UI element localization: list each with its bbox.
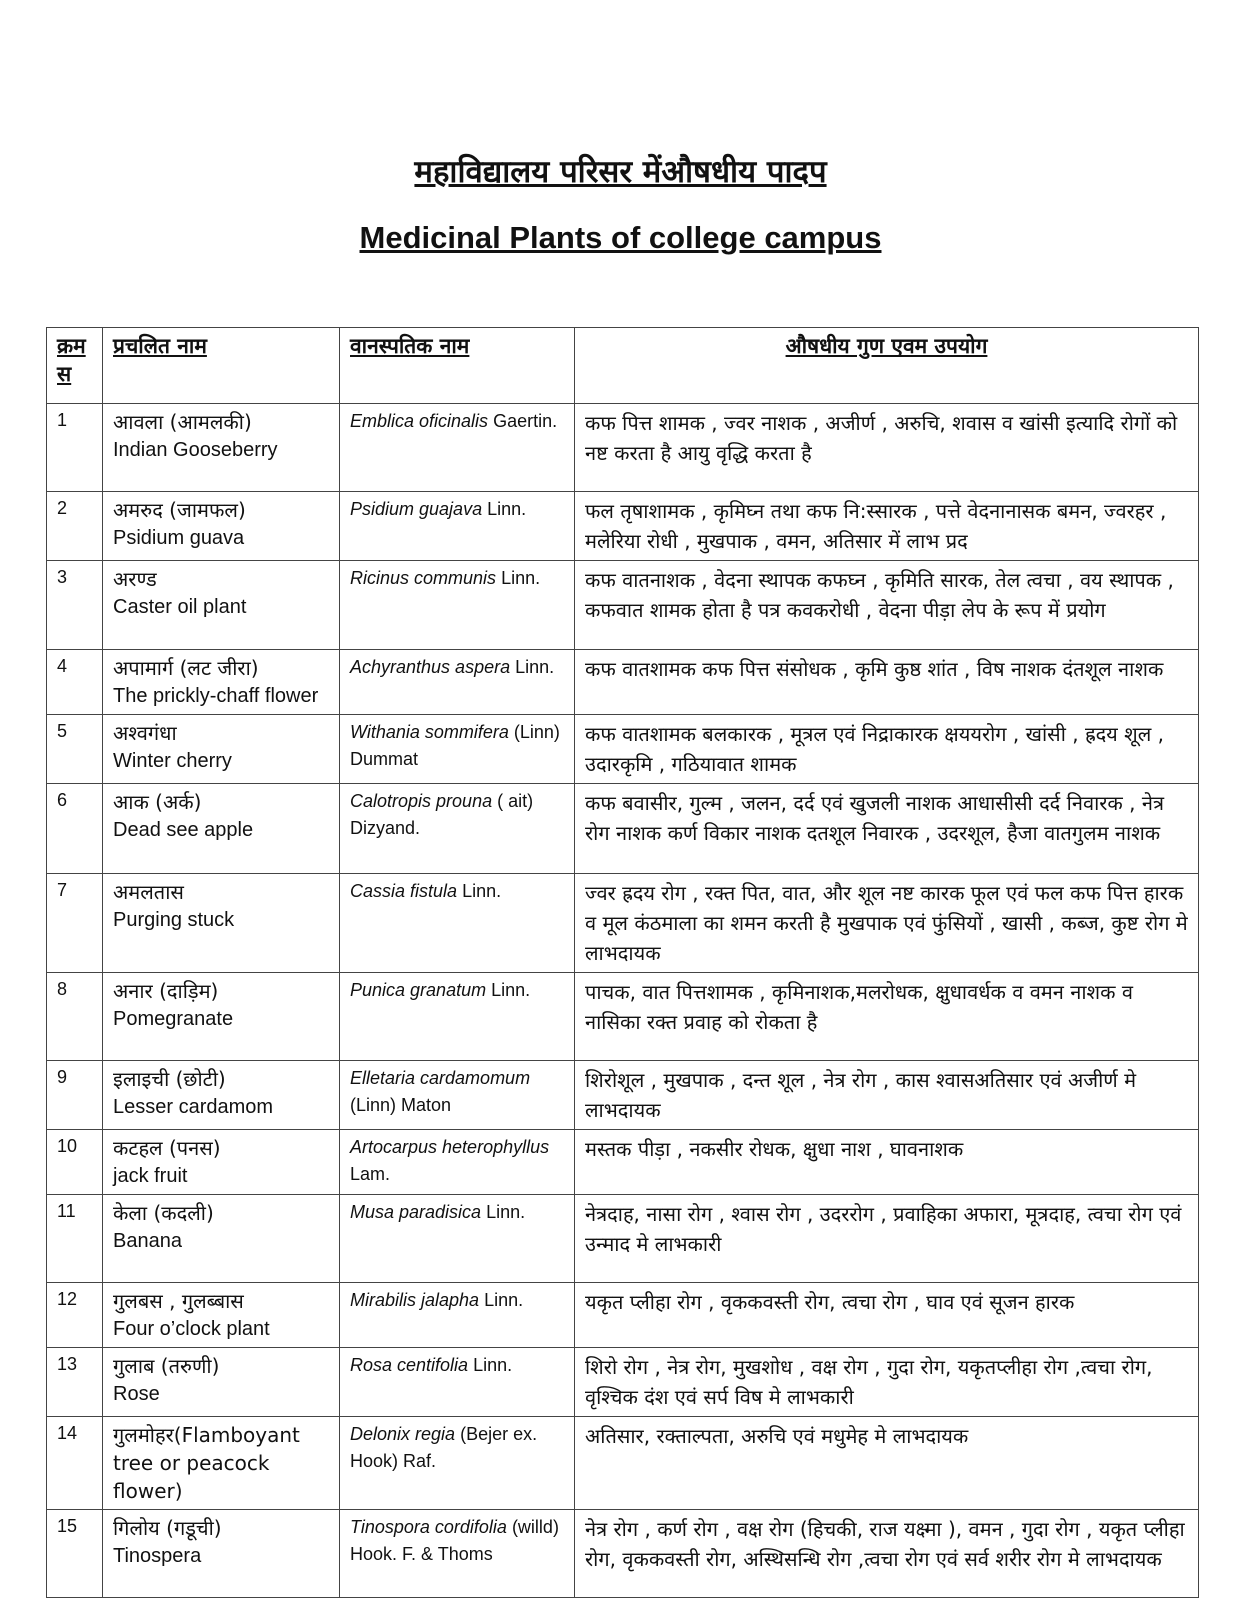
serial-number: 9 <box>47 1061 103 1130</box>
botanical-species: Achyranthus aspera <box>350 657 511 677</box>
medicinal-uses: नेत्र रोग , कर्ण रोग , वक्ष रोग (हिचकी, राज यक्ष्मा ), वमन , गुदा रोग , यकृत प्लीहा रोग, वृककवस्ती रोग, अस्थिसन्धि रोग ,त्वचा रोग एवं सर्व शरीर रोग मे लाभदायक <box>575 1510 1199 1598</box>
common-name-english: Dead see apple <box>113 819 254 841</box>
medicinal-uses: यकृत प्लीहा रोग , वृककवस्ती रोग, त्वचा रोग , घाव एवं सूजन हारक <box>575 1283 1199 1348</box>
common-name-english: Caster oil plant <box>113 596 247 618</box>
medicinal-uses: कफ बवासीर, गुल्म , जलन, दर्द एवं खुजली नाशक आधासीसी दर्द निवारक , नेत्र रोग नाशक कर्ण विकार नाशक दतशूल निवारक , उदरशूल, हैजा वातगुलम नाशक <box>575 784 1199 874</box>
common-name-hindi: अमलतास <box>113 880 184 904</box>
botanical-authority: ( ait) Dizyand. <box>350 791 534 838</box>
botanical-authority: Lam. <box>350 1164 391 1184</box>
botanical-name-cell <box>340 1283 575 1348</box>
common-name-hindi: अश्वगंधा <box>113 721 177 745</box>
common-name-hindi: कटहल (पनस) <box>113 1136 221 1160</box>
botanical-species: Calotropis prouna <box>350 791 493 811</box>
medicinal-plants-table <box>46 327 1199 1598</box>
common-name-cell <box>103 1195 340 1283</box>
table-row <box>47 784 1199 874</box>
botanical-name-cell <box>340 1510 575 1598</box>
common-name-english: Indian Gooseberry <box>113 439 278 461</box>
botanical-name-cell <box>340 1348 575 1417</box>
table-row <box>47 1061 1199 1130</box>
botanical-authority: Gaertin. <box>493 411 558 431</box>
table-row <box>47 973 1199 1061</box>
common-name-hindi: अमरुद (जामफल) <box>113 498 246 522</box>
botanical-name-cell <box>340 1417 575 1510</box>
common-name-hindi: गुलमोहर(Flamboyant tree or peacock flower) <box>113 1423 300 1503</box>
table-row <box>47 874 1199 973</box>
table-row <box>47 650 1199 715</box>
botanical-name-cell <box>340 561 575 650</box>
serial-number: 6 <box>47 784 103 874</box>
botanical-species: Delonix regia <box>350 1424 456 1444</box>
serial-number: 1 <box>47 404 103 492</box>
botanical-name-cell <box>340 874 575 973</box>
table-row <box>47 1283 1199 1348</box>
common-name-english: jack fruit <box>113 1165 188 1187</box>
botanical-species: Mirabilis jalapha <box>350 1290 480 1310</box>
serial-number: 3 <box>47 561 103 650</box>
common-name-english: Purging stuck <box>113 909 235 931</box>
serial-number: 7 <box>47 874 103 973</box>
botanical-name-cell <box>340 1061 575 1130</box>
medicinal-uses: फल तृषाशामक , कृमिघ्न तथा कफ नि:स्सारक , पत्ते वेदनानासक बमन, ज्वरहर , मलेरिया रोधी , मुखपाक , वमन, अतिसार में लाभ प्रद <box>575 492 1199 561</box>
common-name-cell <box>103 404 340 492</box>
botanical-species: Musa paradisica <box>350 1202 482 1222</box>
botanical-authority: (willd) Hook. F. & Thoms <box>350 1517 559 1564</box>
serial-number: 15 <box>47 1510 103 1598</box>
serial-number: 13 <box>47 1348 103 1417</box>
common-name-cell <box>103 1130 340 1195</box>
botanical-name-cell <box>340 973 575 1061</box>
botanical-name-cell <box>340 404 575 492</box>
common-name-english: Four o’clock plant <box>113 1318 270 1340</box>
common-name-hindi: आवला (आमलकी) <box>113 410 252 434</box>
serial-number: 5 <box>47 715 103 784</box>
common-name-cell <box>103 561 340 650</box>
medicinal-uses: नेत्रदाह, नासा रोग , श्वास रोग , उदररोग , प्रवाहिका अफारा, मूत्रदाह, त्वचा रोग एवं उन्माद मे लाभकारी <box>575 1195 1199 1283</box>
serial-number: 14 <box>47 1417 103 1510</box>
medicinal-uses: कफ वातशामक कफ पित्त संसोधक , कृमि कुष्ठ शांत , विष नाशक दंतशूल नाशक <box>575 650 1199 715</box>
botanical-authority: Linn. <box>462 881 502 901</box>
table-header-row <box>47 328 1199 404</box>
botanical-species: Ricinus communis <box>350 568 497 588</box>
header-botanical-name: वानस्पतिक नाम <box>340 328 575 404</box>
page-title-english: Medicinal Plants of college campus <box>359 220 882 255</box>
botanical-species: Tinospora cordifolia <box>350 1517 507 1537</box>
common-name-english: The prickly-chaff flower <box>113 685 319 707</box>
medicinal-uses: शिरो रोग , नेत्र रोग, मुखशोध , वक्ष रोग , गुदा रोग, यकृतप्लीहा रोग ,त्वचा रोग, वृश्चिक दंश एवं सर्प विष मे लाभकारी <box>575 1348 1199 1417</box>
table-row <box>47 561 1199 650</box>
header-uses: औषधीय गुण एवम उपयोग <box>575 328 1199 404</box>
botanical-authority: Linn. <box>487 499 527 519</box>
botanical-species: Rosa centifolia <box>350 1355 469 1375</box>
botanical-authority: Linn. <box>473 1355 513 1375</box>
botanical-name-cell <box>340 650 575 715</box>
table-row <box>47 1417 1199 1510</box>
common-name-english: Winter cherry <box>113 750 232 772</box>
common-name-cell <box>103 1417 340 1510</box>
common-name-cell <box>103 715 340 784</box>
common-name-cell <box>103 973 340 1061</box>
botanical-species: Psidium guajava <box>350 499 483 519</box>
botanical-species: Punica granatum <box>350 980 487 1000</box>
table-row <box>47 1510 1199 1598</box>
botanical-species: Withania sommifera <box>350 722 509 742</box>
botanical-species: Artocarpus heterophyllus <box>350 1137 550 1157</box>
common-name-cell <box>103 492 340 561</box>
serial-number: 12 <box>47 1283 103 1348</box>
botanical-species: Cassia fistula <box>350 881 458 901</box>
serial-number: 11 <box>47 1195 103 1283</box>
common-name-cell <box>103 784 340 874</box>
botanical-authority: (Linn) Dummat <box>350 722 560 769</box>
table-row <box>47 1130 1199 1195</box>
common-name-hindi: आक (अर्क) <box>113 790 202 814</box>
common-name-hindi: अनार (दाड़िम) <box>113 979 219 1003</box>
common-name-english: Banana <box>113 1230 182 1252</box>
common-name-cell <box>103 1283 340 1348</box>
botanical-authority: (Bejer ex. Hook) Raf. <box>350 1424 538 1471</box>
common-name-hindi: गिलोय (गडूची) <box>113 1516 222 1540</box>
table-row <box>47 1348 1199 1417</box>
medicinal-uses: कफ वातनाशक , वेदना स्थापक कफघ्न , कृमिति सारक, तेल त्वचा , वय स्थापक , कफवात शामक होता है पत्र कवकरोधी , वेदना पीड़ा लेप के रूप में प्रयोग <box>575 561 1199 650</box>
botanical-species: Emblica oficinalis <box>350 411 489 431</box>
medicinal-uses: पाचक, वात पित्तशामक , कृमिनाशक,मलरोधक, क्षुधावर्धक व वमन नाशक व नासिका रक्त प्रवाह को रोकता है <box>575 973 1199 1061</box>
serial-number: 2 <box>47 492 103 561</box>
medicinal-uses: ज्वर ह्रदय रोग , रक्त पित, वात, और शूल नष्ट कारक फूल एवं फल कफ पित्त हारक व मूल कंठमाला का शमन करती है मुखपाक एवं फुंसियों , खासी , कब्ज, कुष्ट रोग मे लाभदायक <box>575 874 1199 973</box>
serial-number: 10 <box>47 1130 103 1195</box>
table-row <box>47 1195 1199 1283</box>
botanical-name-cell <box>340 1130 575 1195</box>
botanical-authority: Linn. <box>486 1202 526 1222</box>
table-row <box>47 404 1199 492</box>
medicinal-uses: कफ पित्त शामक , ज्वर नाशक , अजीर्ण , अरुचि, शवास व खांसी इत्यादि रोगों को नष्ट करता है आयु वृद्धि करता है <box>575 404 1199 492</box>
botanical-name-cell <box>340 1195 575 1283</box>
common-name-english: Tinospera <box>113 1545 202 1567</box>
page-title-hindi: महाविद्यालय परिसर मेंऔषधीय पादप <box>414 154 827 190</box>
medicinal-uses: अतिसार, रक्ताल्पता, अरुचि एवं मधुमेह मे लाभदायक <box>575 1417 1199 1510</box>
common-name-english: Psidium guava <box>113 527 245 549</box>
header-serial: क्रम स <box>47 328 103 404</box>
table-row <box>47 492 1199 561</box>
medicinal-uses: मस्तक पीड़ा , नकसीर रोधक, क्षुधा नाश , घावनाशक <box>575 1130 1199 1195</box>
serial-number: 4 <box>47 650 103 715</box>
common-name-cell <box>103 1510 340 1598</box>
common-name-hindi: केला (कदली) <box>113 1201 214 1225</box>
botanical-authority: Linn. <box>491 980 531 1000</box>
medicinal-uses: कफ वातशामक बलकारक , मूत्रल एवं निद्राकारक क्षययरोग , खांसी , ह्रदय शूल , उदारकृमि , गठियावात शामक <box>575 715 1199 784</box>
common-name-english: Pomegranate <box>113 1008 234 1030</box>
common-name-cell <box>103 650 340 715</box>
botanical-species: Elletaria cardamomum <box>350 1068 531 1088</box>
common-name-cell <box>103 1061 340 1130</box>
common-name-cell <box>103 1348 340 1417</box>
botanical-name-cell <box>340 715 575 784</box>
common-name-english: Lesser cardamom <box>113 1096 274 1118</box>
botanical-name-cell <box>340 492 575 561</box>
common-name-cell <box>103 874 340 973</box>
header-common-name: प्रचलित नाम <box>103 328 340 404</box>
table-row <box>47 715 1199 784</box>
common-name-hindi: इलाइची (छोटी) <box>113 1067 226 1091</box>
common-name-hindi: गुलाब (तरुणी) <box>113 1354 220 1378</box>
botanical-authority: Linn. <box>515 657 555 677</box>
serial-number: 8 <box>47 973 103 1061</box>
common-name-hindi: अपामार्ग (लट जीरा) <box>113 656 259 680</box>
common-name-hindi: गुलबस , गुलब्बास <box>113 1289 244 1313</box>
botanical-name-cell <box>340 784 575 874</box>
medicinal-uses: शिरोशूल , मुखपाक , दन्त शूल , नेत्र रोग , कास श्वासअतिसार एवं अजीर्ण मे लाभदायक <box>575 1061 1199 1130</box>
common-name-english: Rose <box>113 1383 160 1405</box>
botanical-authority: Linn. <box>484 1290 524 1310</box>
botanical-authority: (Linn) Maton <box>350 1095 452 1115</box>
common-name-hindi: अरण्ड <box>113 567 157 591</box>
botanical-authority: Linn. <box>501 568 541 588</box>
